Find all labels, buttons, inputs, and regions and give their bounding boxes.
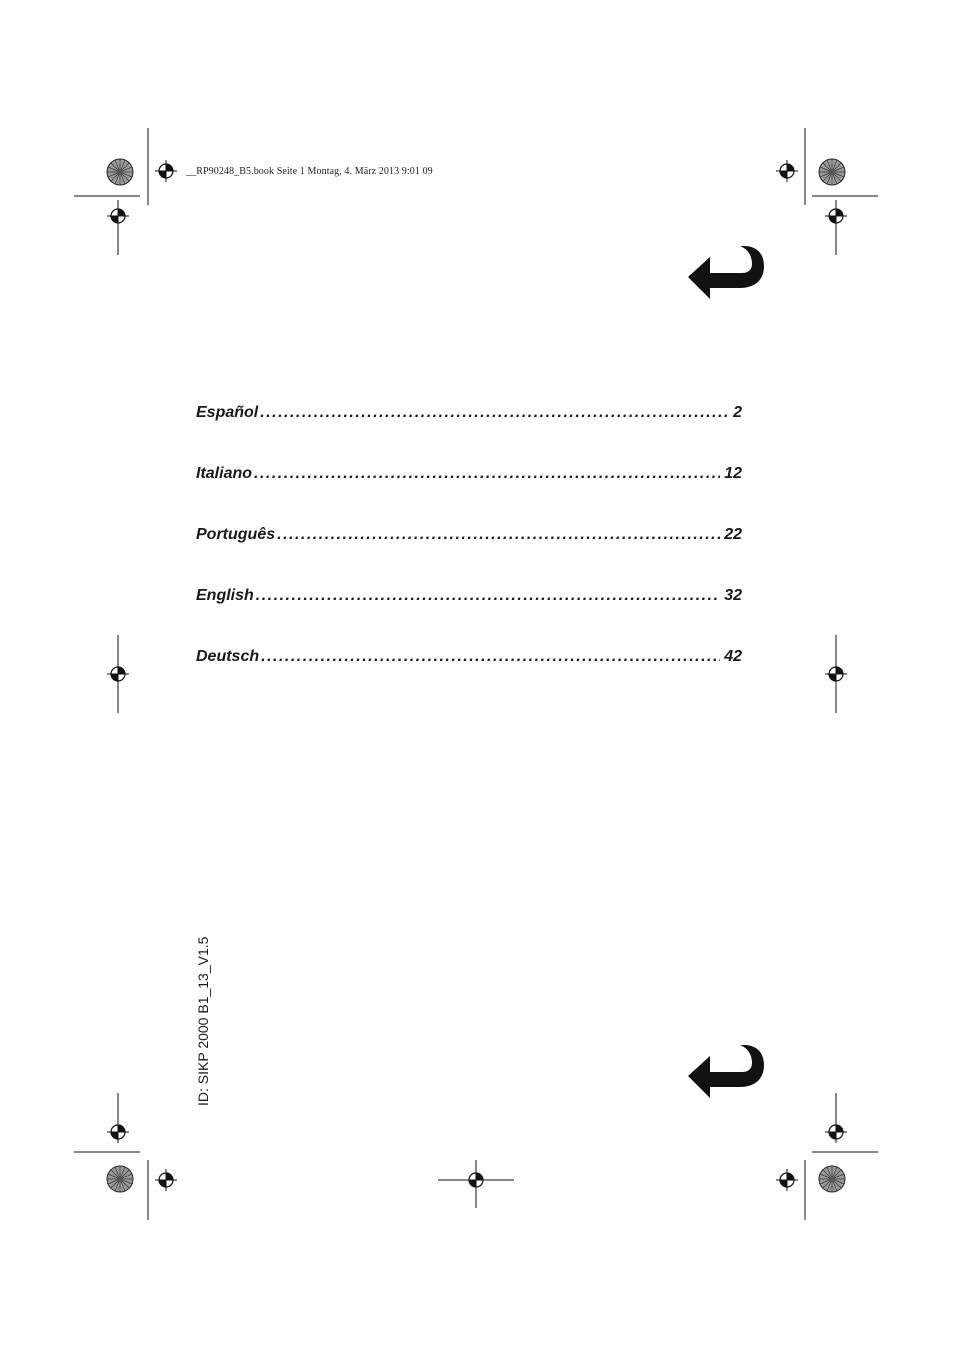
toc-entry-page: 12	[724, 465, 742, 482]
toc-entry-title: Español	[196, 404, 259, 421]
toc-entry-deutsch[interactable]	[196, 648, 742, 709]
toc-leader-dots	[254, 465, 720, 483]
toc-entry-title: Italiano	[196, 465, 253, 482]
toc-entry-page: 2	[733, 404, 742, 421]
toc-entry-title: Português	[196, 526, 276, 543]
toc-leader-dots	[256, 587, 720, 605]
toc-entry-english[interactable]	[196, 587, 742, 648]
toc-entry-espanol[interactable]	[196, 404, 742, 465]
print-header-slug: __RP90248_B5.book Seite 1 Montag, 4. März 2013 9:01 09	[186, 166, 433, 177]
toc-leader-dots	[277, 526, 720, 544]
table-of-contents	[196, 404, 742, 709]
toc-entry-portugues[interactable]	[196, 526, 742, 587]
toc-entry-page: 42	[724, 648, 742, 665]
toc-entry-page: 32	[724, 587, 742, 604]
toc-leader-dots	[260, 404, 729, 422]
toc-leader-dots	[261, 648, 720, 666]
document-id: ID: SIKP 2000 B1_13_V1.5	[195, 936, 211, 1106]
curved-return-arrow-icon	[688, 1045, 764, 1098]
toc-entry-italiano[interactable]	[196, 465, 742, 526]
toc-entry-title: Deutsch	[196, 648, 260, 665]
curved-return-arrow-icon	[688, 246, 764, 299]
toc-entry-title: English	[196, 587, 254, 604]
toc-entry-page: 22	[724, 526, 742, 543]
